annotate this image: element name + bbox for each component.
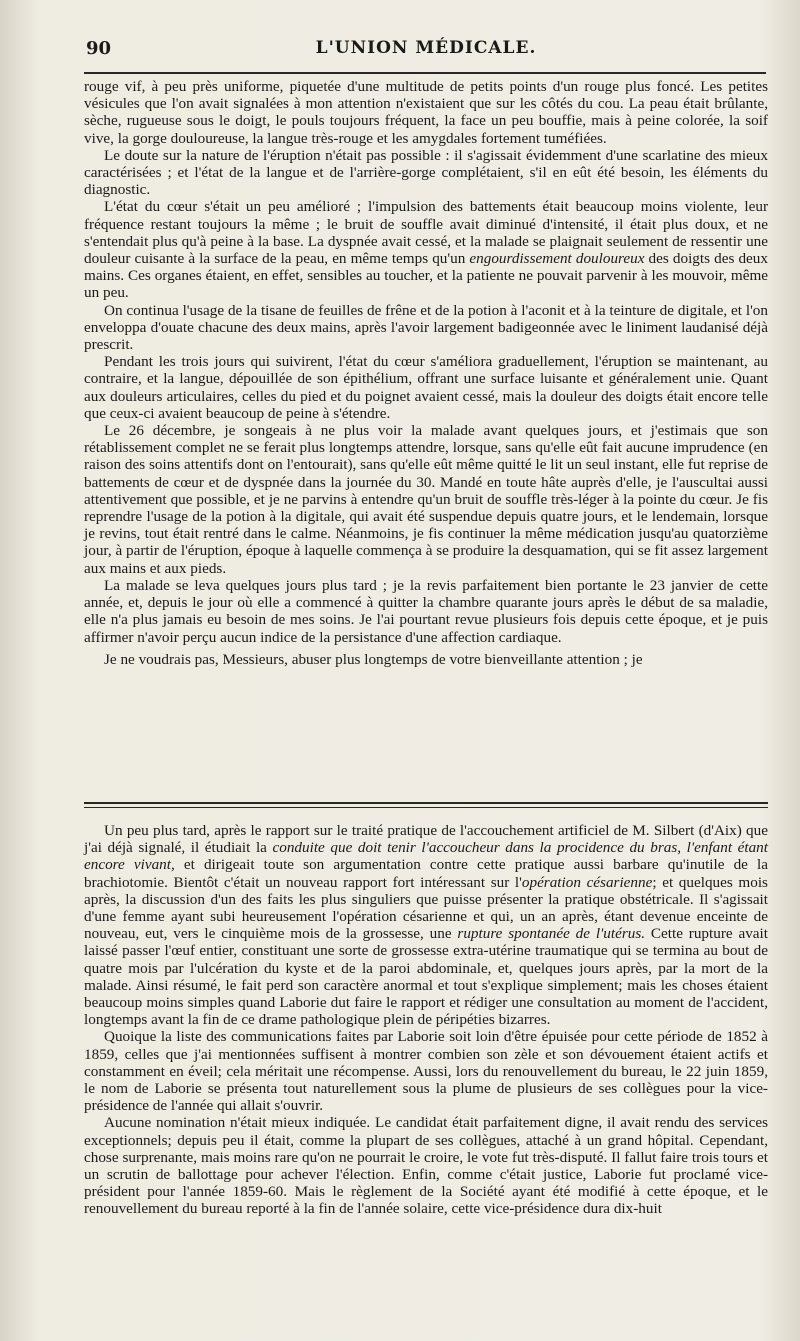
- lower-text-block: [84, 822, 768, 1218]
- paragraph: L'état du cœur s'était un peu amélioré ; l'impulsion des battements était beaucoup moins violente, leur fréquence restant toujours la même ; le bruit de souffle avait diminué d'intensité, il était plus doux, et ne s'entendait plus qu'à peine à la base. La dyspnée avait cessé, et la malade se plaignait seulement de ressentir une douleur cuisante à la surface de la peau, en même temps qu'un engourdissement douloureux des doigts des deux mains. Ces organes étaient, en effet, sensibles au toucher, et la patiente ne pouvait parvenir à les mouvoir, même un peu.: [84, 198, 768, 302]
- paragraph: Je ne voudrais pas, Messieurs, abuser plus longtemps de votre bienveillante attention ; je: [104, 650, 643, 668]
- paragraph: Quoique la liste des communications faites par Laborie soit loin d'être épuisée pour cette période de 1852 à 1859, celles que j'ai mentionnées suffisent à montrer combien son zèle et son dévouement étaient actifs et constamment en éveil; cela méritait une récompense. Aussi, lors du renouvellement du bureau, le 22 juin 1859, le nom de Laborie se présenta tout naturellement sous la plume de plusieurs de ses collègues pour la vice-présidence de l'année qui allait s'ouvrir.: [84, 1028, 768, 1115]
- running-title: L'UNION MÉDICALE.: [315, 38, 537, 58]
- upper-text-block: [84, 78, 768, 668]
- italic-phrase: opération césarienne: [521, 873, 653, 891]
- section-divider: [84, 802, 768, 808]
- paragraph: La malade se leva quelques jours plus tard ; je la revis parfaitement bien portante le 23 janvier de cette année, et, depuis le jour où elle a commencé à quitter la chambre quarante jours après le début de sa maladie, elle n'a plus jamais eu besoin de mes soins. Je l'ai pourtant revue plusieurs fois depuis cette époque, et je puis affirmer n'avoir perçu aucun indice de la persistance d'une affection cardiaque.: [84, 576, 768, 646]
- italic-phrase: engourdissement douloureux: [469, 250, 645, 268]
- paragraph: Pendant les trois jours qui suivirent, l'état du cœur s'améliora graduellement, l'éruption se maintenant, au contraire, et la langue, dépouillée de son épithélium, offrant une surface luisante et généralement unie. Quant aux douleurs articulaires, celles du pied et du poignet avaient cessé, mais la douleur des doigts était encore telle que ceux-ci avaient beaucoup de peine à s'étendre.: [84, 353, 768, 422]
- page-header: [86, 34, 766, 64]
- paragraph: Un peu plus tard, après le rapport sur le traité pratique de l'accouchement artificiel de M. Silbert (d'Aix) que j'ai déjà signalé, il étudiait la conduite que doit tenir l'accoucheur dans la procidence du bras, l'enfant étant encore vivant, et dirigeait toute son argumentation contre cette pratique aussi barbare qu'inutile de la brachiotomie. Bientôt c'était un nouveau rapport fort intéressant sur l'opération césarienne; et quelques mois après, la discussion d'un des faits les plus singuliers que puisse présenter la pratique obstétricale. Il s'agissait d'une femme ayant subi heureusement l'opération césarienne et qui, un an après, étant devenue enceinte de nouveau, eut, vers le cinquième mois de la grossesse, une rupture spontanée de l'utérus. Cette rupture avait laissé passer l'œuf entier, constituant une sorte de grossesse extra-utérine traumatique qui se termina au bout de quatre mois par l'ulcération du kyste et de la paroi abdominale, et, quelques jours après, par la mort de la malade. Ainsi résumé, le fait perd son caractère anormal et tout s'explique simplement; mais les choses étaient beaucoup moins simples quand Laborie dut faire le rapport et rédiger une consultation au moment de l'accident, longtemps avant la fin de ce drame pathologique plein de péripéties bizarres.: [84, 822, 768, 1029]
- italic-phrase: rupture spontanée de l'utérus.: [457, 925, 646, 943]
- header-rule: [84, 72, 766, 74]
- paragraph: Aucune nomination n'était mieux indiquée. Le candidat était parfaitement digne, il avait rendu des services exceptionnels; depuis peu il était, comme la plupart de ses collègues, attaché à un grand hôpital. Cependant, chose surprenante, mais moins rare qu'on ne pourrait le croire, le vote fut très-disputé. Il fallut faire trois tours et un scrutin de ballottage pour achever l'élection. Enfin, comme c'était justice, Laborie fut proclamé vice-président pour l'année 1859-60. Mais le règlement de la Société ayant été modifié à cette époque, et le renouvellement du bureau reporté à la fin de l'année solaire, cette vice-présidence dura dix-huit: [84, 1114, 768, 1218]
- paragraph: On continua l'usage de la tisane de feuilles de frêne et de la potion à l'aconit et à la teinture de digitale, et l'on enveloppa d'ouate chacune des deux mains, après l'avoir largement badigeonnée avec le liniment laudanisé déjà prescrit.: [84, 301, 768, 354]
- paragraph: rouge vif, à peu près uniforme, piquetée d'une multitude de petits points d'un rouge plus foncé. Les petites vésicules que l'on avait signalées à mon attention n'existaient que sur les côtés du cou. La peau était brûlante, sèche, rugueuse sous le doigt, le pouls toujours fréquent, la face un peu bouffie, mais à peine colorée, la soif vive, la gorge douloureuse, la langue très-rouge et les amygdales fortement tuméfiées.: [84, 78, 768, 147]
- paragraph: Le 26 décembre, je songeais à ne plus voir la malade avant quelques jours, et j'estimais que son rétablissement complet ne se ferait plus longtemps attendre, lorsque, sans qu'elle eût fait aucune imprudence (en raison des soins attentifs dont on l'entourait), sans qu'elle eût même quitté le lit un seul instant, elle fut reprise de battements de cœur et de dyspnée dans la journée du 30. Mandé en toute hâte auprès d'elle, je l'auscultai aussi attentivement que possible, et je ne parvins à entendre qu'un bruit de souffle très-léger à la pointe du cœur. Je fis reprendre l'usage de la potion à la digitale, qui avait été suspendue depuis quatre jours, et le lendemain, lorsque je revins, tout était rentré dans le calme. Néanmoins, je fis continuer la même médication jusqu'au quatorzième jour, à partir de l'éruption, époque à laquelle commença à se produire la desquamation, qui se fit assez largement aux mains et aux pieds.: [84, 422, 768, 577]
- italic-phrase: conduite que doit tenir l'accoucheur dans la procidence du bras, l'enfant étant encore vivant,: [84, 839, 768, 874]
- paragraph: Le doute sur la nature de l'éruption n'était pas possible : il s'agissait évidemment d'une scarlatine des mieux caractérisées ; et l'état de la langue et de l'arrière-gorge complétaient, s'il en eût été besoin, les éléments du diagnostic.: [84, 146, 768, 199]
- page-number: 90: [86, 38, 112, 59]
